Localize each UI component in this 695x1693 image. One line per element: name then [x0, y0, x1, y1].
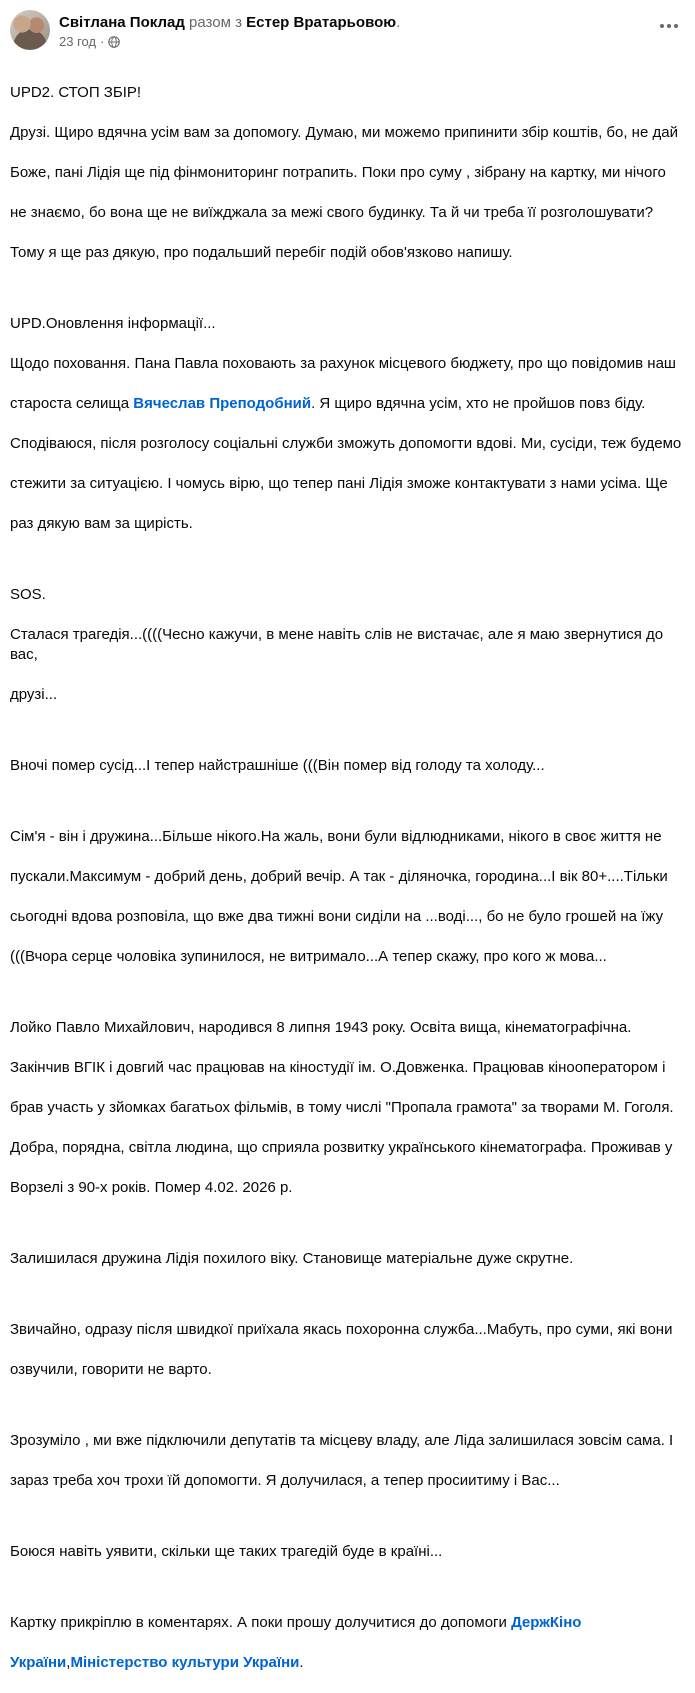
paragraph-deputies: [10, 1411, 685, 1511]
paragraph-upd2: [10, 63, 685, 283]
text-line: UPD2. СТОП ЗБІР!: [10, 84, 142, 101]
text-line: зараз треба хоч трохи їй допомогти. Я долучилася, а тепер просиитиму і Вас...: [10, 1472, 560, 1489]
more-dot: [660, 24, 664, 28]
text-line: Боже, пані Лідія ще під фінмониторинг потрапить. Поки про суму , зібрану на картку, ми нічого: [10, 164, 666, 181]
text-line: стежити за ситуацією. І чомусь вірю, що тепер пані Лідія зможе контактувати з нами усіма. Ще: [10, 475, 668, 492]
post-time[interactable]: 23 год: [59, 34, 97, 49]
text-line: озвучили, говорити не варто.: [10, 1361, 212, 1378]
author-avatar[interactable]: [10, 10, 50, 50]
text-line: сьогодні вдова розповіла, що вже два тижні вони сиділи на ...воді..., бо не було грошей на їжу: [10, 908, 664, 925]
text-line: Лойко Павло Михайлович, народився 8 липня 1943 року. Освіта вища, кінематографічна.: [10, 1019, 632, 1036]
text-line: брав участь у зйомках багатьох фільмів, в тому числі "Пропала грамота" за творами М. Гоголя.: [10, 1099, 674, 1116]
text-line: SOS.: [10, 586, 46, 603]
globe-icon[interactable]: [108, 36, 120, 48]
paragraph-biography: [10, 998, 685, 1218]
post-header-text: [59, 10, 400, 50]
paragraph-sos: [10, 565, 685, 725]
with-text: разом з: [189, 14, 242, 31]
text-line: раз дякую вам за щирість.: [10, 515, 193, 532]
mention-suffix: . Я щиро вдячна усім, хто не пройшов повз біду.: [311, 395, 646, 412]
text-line: друзі...: [10, 686, 58, 703]
mention-link[interactable]: Вячеслав Преподобний: [133, 395, 312, 412]
paragraph-funeral-service: [10, 1300, 685, 1400]
text-line: пускали.Максимум - добрий день, добрий вечір. А так - діляночка, городина...І вік 80+....Тільки: [10, 868, 668, 885]
post-meta: [59, 34, 400, 50]
text-line: Залишилася дружина Лідія похилого віку. Становище матеріальне дуже скрутне.: [10, 1250, 574, 1267]
paragraph-family: [10, 807, 685, 987]
text-line: Боюся навіть уявити, скільки ще таких трагедій буде в країні...: [10, 1543, 443, 1560]
text-line: Сім'я - він і дружина...Більше нікого.На жаль, вони були відлюдниками, нікого в своє життя не: [10, 828, 662, 845]
more-dot: [667, 24, 671, 28]
paragraph-card: [10, 1593, 685, 1693]
text-line: Сподіваюся, після розголосу соціальні служби зможуть допомогти вдові. Ми, сусіди, теж будемо: [10, 435, 682, 452]
text-line: Закінчив ВГІК і довгий час працював на кіностудії ім. О.Довженка. Працював кінооператором і: [10, 1059, 666, 1076]
text-line-with-mention: [10, 1613, 685, 1633]
mention-prefix: староста селища: [10, 395, 134, 412]
text-line-with-mention: [10, 1653, 685, 1673]
paragraph-fear: [10, 1522, 685, 1582]
paragraph-upd: [10, 294, 685, 554]
text-line: (((Вчора серце чоловіка зупинилося, не витримало...А тепер скажу, про кого ж мова...: [10, 948, 607, 965]
mention-derzhkino-cont[interactable]: України: [10, 1654, 67, 1671]
text-line: Друзі. Щиро вдячна усім вам за допомогу. Думаю, ми можемо припинити збір коштів, бо, не дай: [10, 124, 678, 141]
card-prefix: Картку прикріплю в коментарях. А поки прошу долучитися до допомоги: [10, 1614, 512, 1631]
tagged-person[interactable]: Естер Вратарьовою: [246, 14, 397, 31]
header-dot: .: [396, 14, 401, 31]
paragraph-night: [10, 736, 685, 796]
text-line: UPD.Оновлення інформації...: [10, 315, 216, 332]
paragraph-wife: [10, 1229, 685, 1289]
more-dot: [674, 24, 678, 28]
post-body: [10, 63, 685, 1693]
card-suffix: .: [299, 1654, 304, 1671]
post-authors: [59, 13, 400, 32]
text-line: Вночі помер сусід...І тепер найстрашніше (((Він помер від голоду та холоду...: [10, 757, 545, 774]
text-line: Звичайно, одразу після швидкої приїхала якась похоронна служба...Мабуть, про суми, які вони: [10, 1321, 673, 1338]
text-line: Щодо поховання. Пана Павла поховають за рахунок місцевого бюджету, про що повідомив наш: [10, 355, 676, 372]
post-header: [10, 10, 685, 58]
text-line: не знаємо, бо вона ще не виїжджала за межі свого будинку. Та й чи треба її розголошувати?: [10, 204, 654, 221]
text-line: Зрозуміло , ми вже підключили депутатів та місцеву владу, але Ліда залишилася зовсім сама. І: [10, 1432, 674, 1449]
mention-derzhkino[interactable]: ДержКіно: [511, 1614, 582, 1631]
text-line-with-mention: [10, 394, 685, 414]
author-name[interactable]: Світлана Поклад: [59, 14, 185, 31]
text-line: Тому я ще раз дякую, про подальший перебіг подій обов'язково напишу.: [10, 244, 513, 261]
text-line: Ворзелі з 90-х років. Помер 4.02. 2026 р.: [10, 1179, 293, 1196]
text-line: Сталася трагедія...((((Чесно кажучи, в мене навіть слів не вистачає, але я маю звернутися до вас,: [10, 626, 664, 663]
mention-ministry-culture[interactable]: Міністерство культури України: [70, 1654, 300, 1671]
mention-comma: ,: [66, 1654, 71, 1671]
text-line: Добра, порядна, світла людина, що сприяла розвитку українського кінематографа. Проживав у: [10, 1139, 673, 1156]
meta-separator: ·: [100, 34, 105, 49]
more-horizontal-icon[interactable]: [657, 14, 681, 38]
